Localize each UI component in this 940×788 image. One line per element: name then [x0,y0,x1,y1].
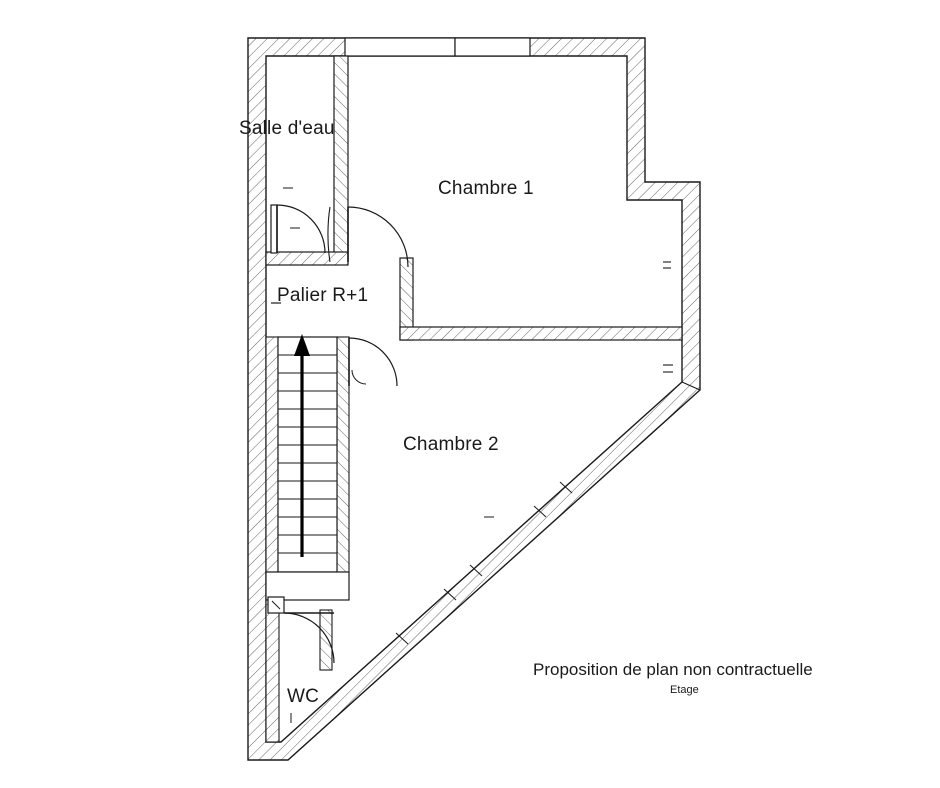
room-label-chambre-2: Chambre 2 [403,434,499,455]
room-label-wc: WC [287,686,320,707]
disclaimer-note: Proposition de plan non contractuelle [533,660,813,679]
top-windows [345,38,530,56]
staircase [266,334,349,600]
level-note: Etage [670,684,699,696]
room-label-salle-deau: Salle d'eau [239,118,335,139]
room-label-chambre-1: Chambre 1 [438,178,534,199]
room-label-palier: Palier R+1 [277,285,369,306]
